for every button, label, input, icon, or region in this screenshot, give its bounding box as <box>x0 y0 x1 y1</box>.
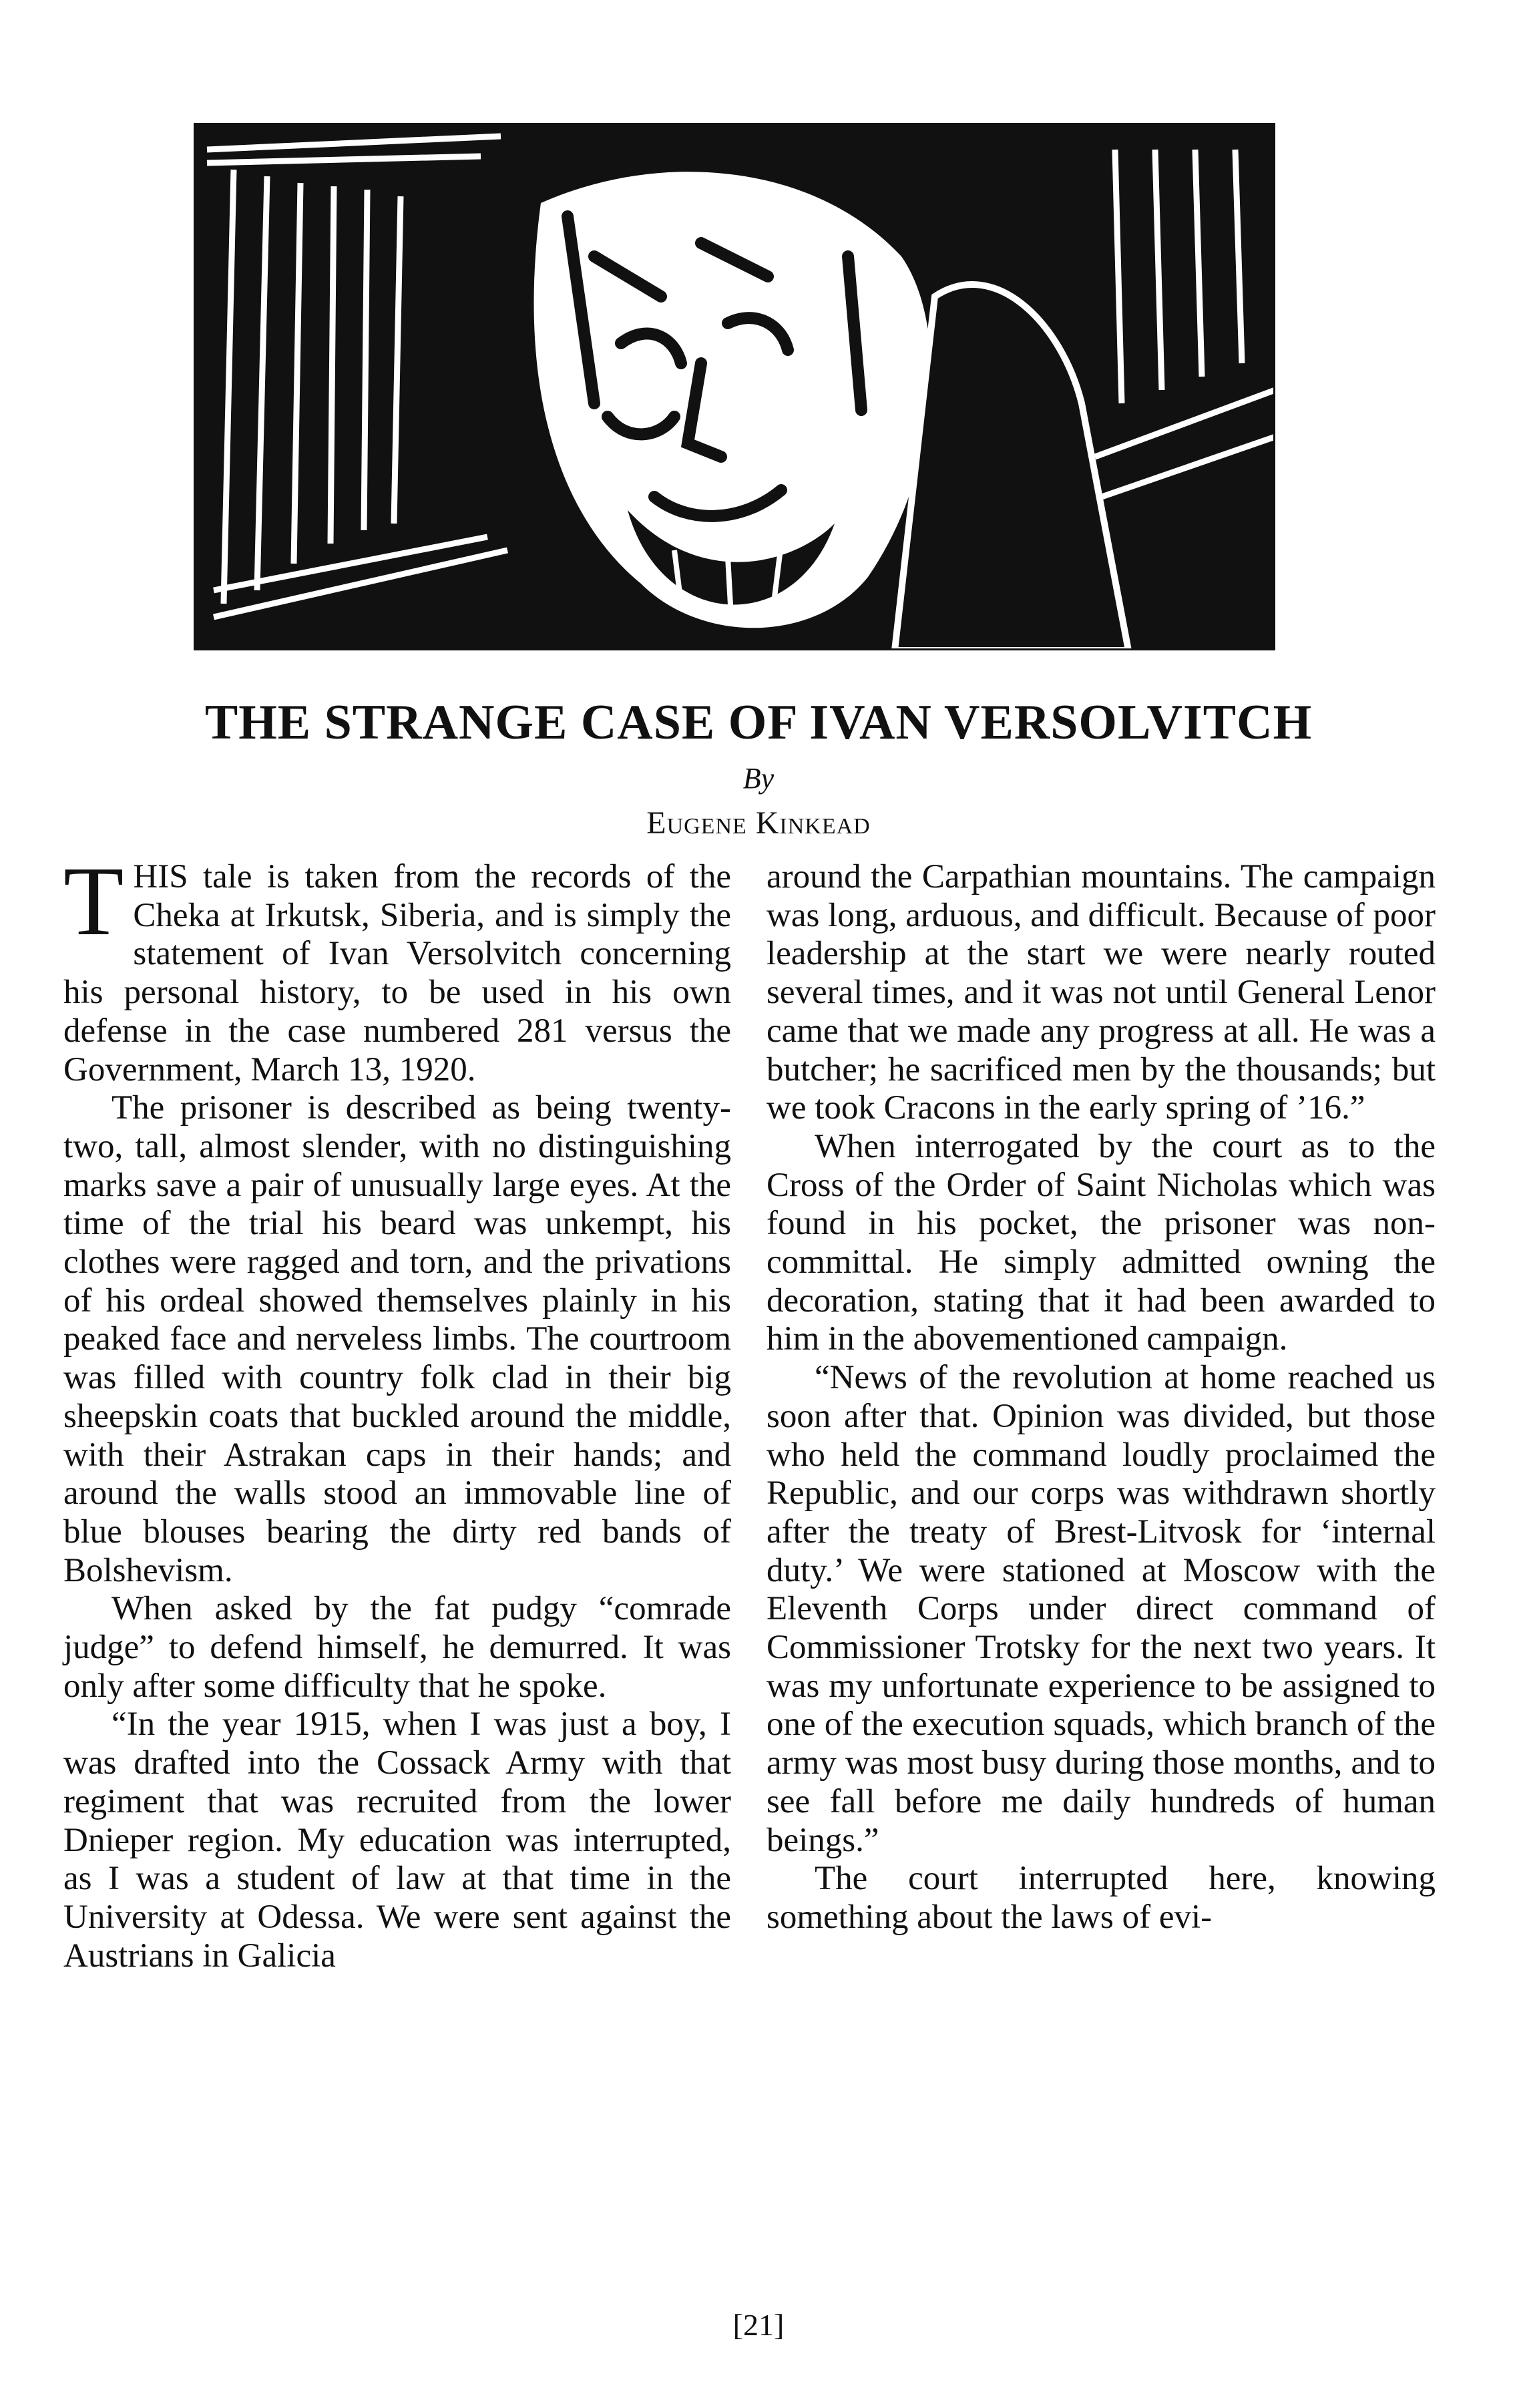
paragraph: When asked by the fat pudgy “comrade judge” to defend himself, he demurred. It was only after some difficulty that he spoke. <box>63 1590 731 1705</box>
paragraph: The prisoner is described as being twenty-two, tall, almost slender, with no distinguishing marks save a pair of unusually large eyes. At the time of the trial his beard was unkempt, his clothes were ragged and torn, and the privations of his ordeal showed themselves plainly in his peaked face and nerveless limbs. The courtroom was filled with country folk clad in their big sheepskin coats that buckled around the middle, with their Astrakan caps in their hands; and around the walls stood an immovable line of blue blouses bearing the dirty red bands of Bolshevism. <box>63 1089 731 1589</box>
right-column <box>767 858 1436 1937</box>
paragraph-text: HIS tale is taken from the records of the Cheka at Irkutsk, Siberia, and is simply the statement of Ivan Versolvitch concerning his personal history, to be used in his own defense in the case numbered 281 versus the Government, March 13, 1920. <box>63 858 731 1088</box>
woodcut-illustration <box>194 123 1275 650</box>
author-name: Eugene Kinkead <box>646 805 871 841</box>
left-column <box>63 847 731 1975</box>
page-number: [21] <box>732 2308 785 2342</box>
paragraph <box>63 847 731 1089</box>
paragraph: “In the year 1915, when I was just a boy, I was drafted into the Cossack Army with that regiment that was recruited from the lower Dnieper region. My education was interrupted, as I was a student of law at that time in the University at Odessa. We were sent against the Austrians in Galicia <box>63 1705 731 1975</box>
drop-cap: T <box>63 847 124 956</box>
woodcut-drawing <box>194 123 1275 650</box>
paragraph: The court interrupted here, knowing something about the laws of evi- <box>767 1860 1436 1936</box>
paragraph: “News of the revolution at home reached us soon after that. Opinion was divided, but those who held the command loudly proclaimed the Republic, and our corps was withdrawn shortly after the treaty of Brest-Litvosk for ‘internal duty.’ We were stationed at Moscow with the Eleventh Corps under direct command of Commissioner Trotsky for the next two years. It was my unfortunate experience to be assigned to one of the execution squads, which branch of the army was most busy during those months, and to see fall before me daily hundreds of human beings.” <box>767 1359 1436 1859</box>
paragraph: When interrogated by the court as to the Cross of the Order of Saint Nicholas which was found in his pocket, the prisoner was non-committal. He simply admitted owning the decoration, stating that it had been awarded to him in the abovementioned campaign. <box>767 1127 1436 1358</box>
byline: By <box>742 762 775 795</box>
article-title: THE STRANGE CASE OF IVAN VERSOLVITCH <box>204 695 1313 750</box>
paragraph: around the Carpathian mountains. The campaign was long, arduous, and difficult. Because of poor leadership at the start we were nearly routed several times, and it was not until General Lenor came that we made any progress at all. He was a butcher; he sacrificed men by the thousands; but we took Cracons in the early spring of ’16.” <box>767 858 1436 1127</box>
